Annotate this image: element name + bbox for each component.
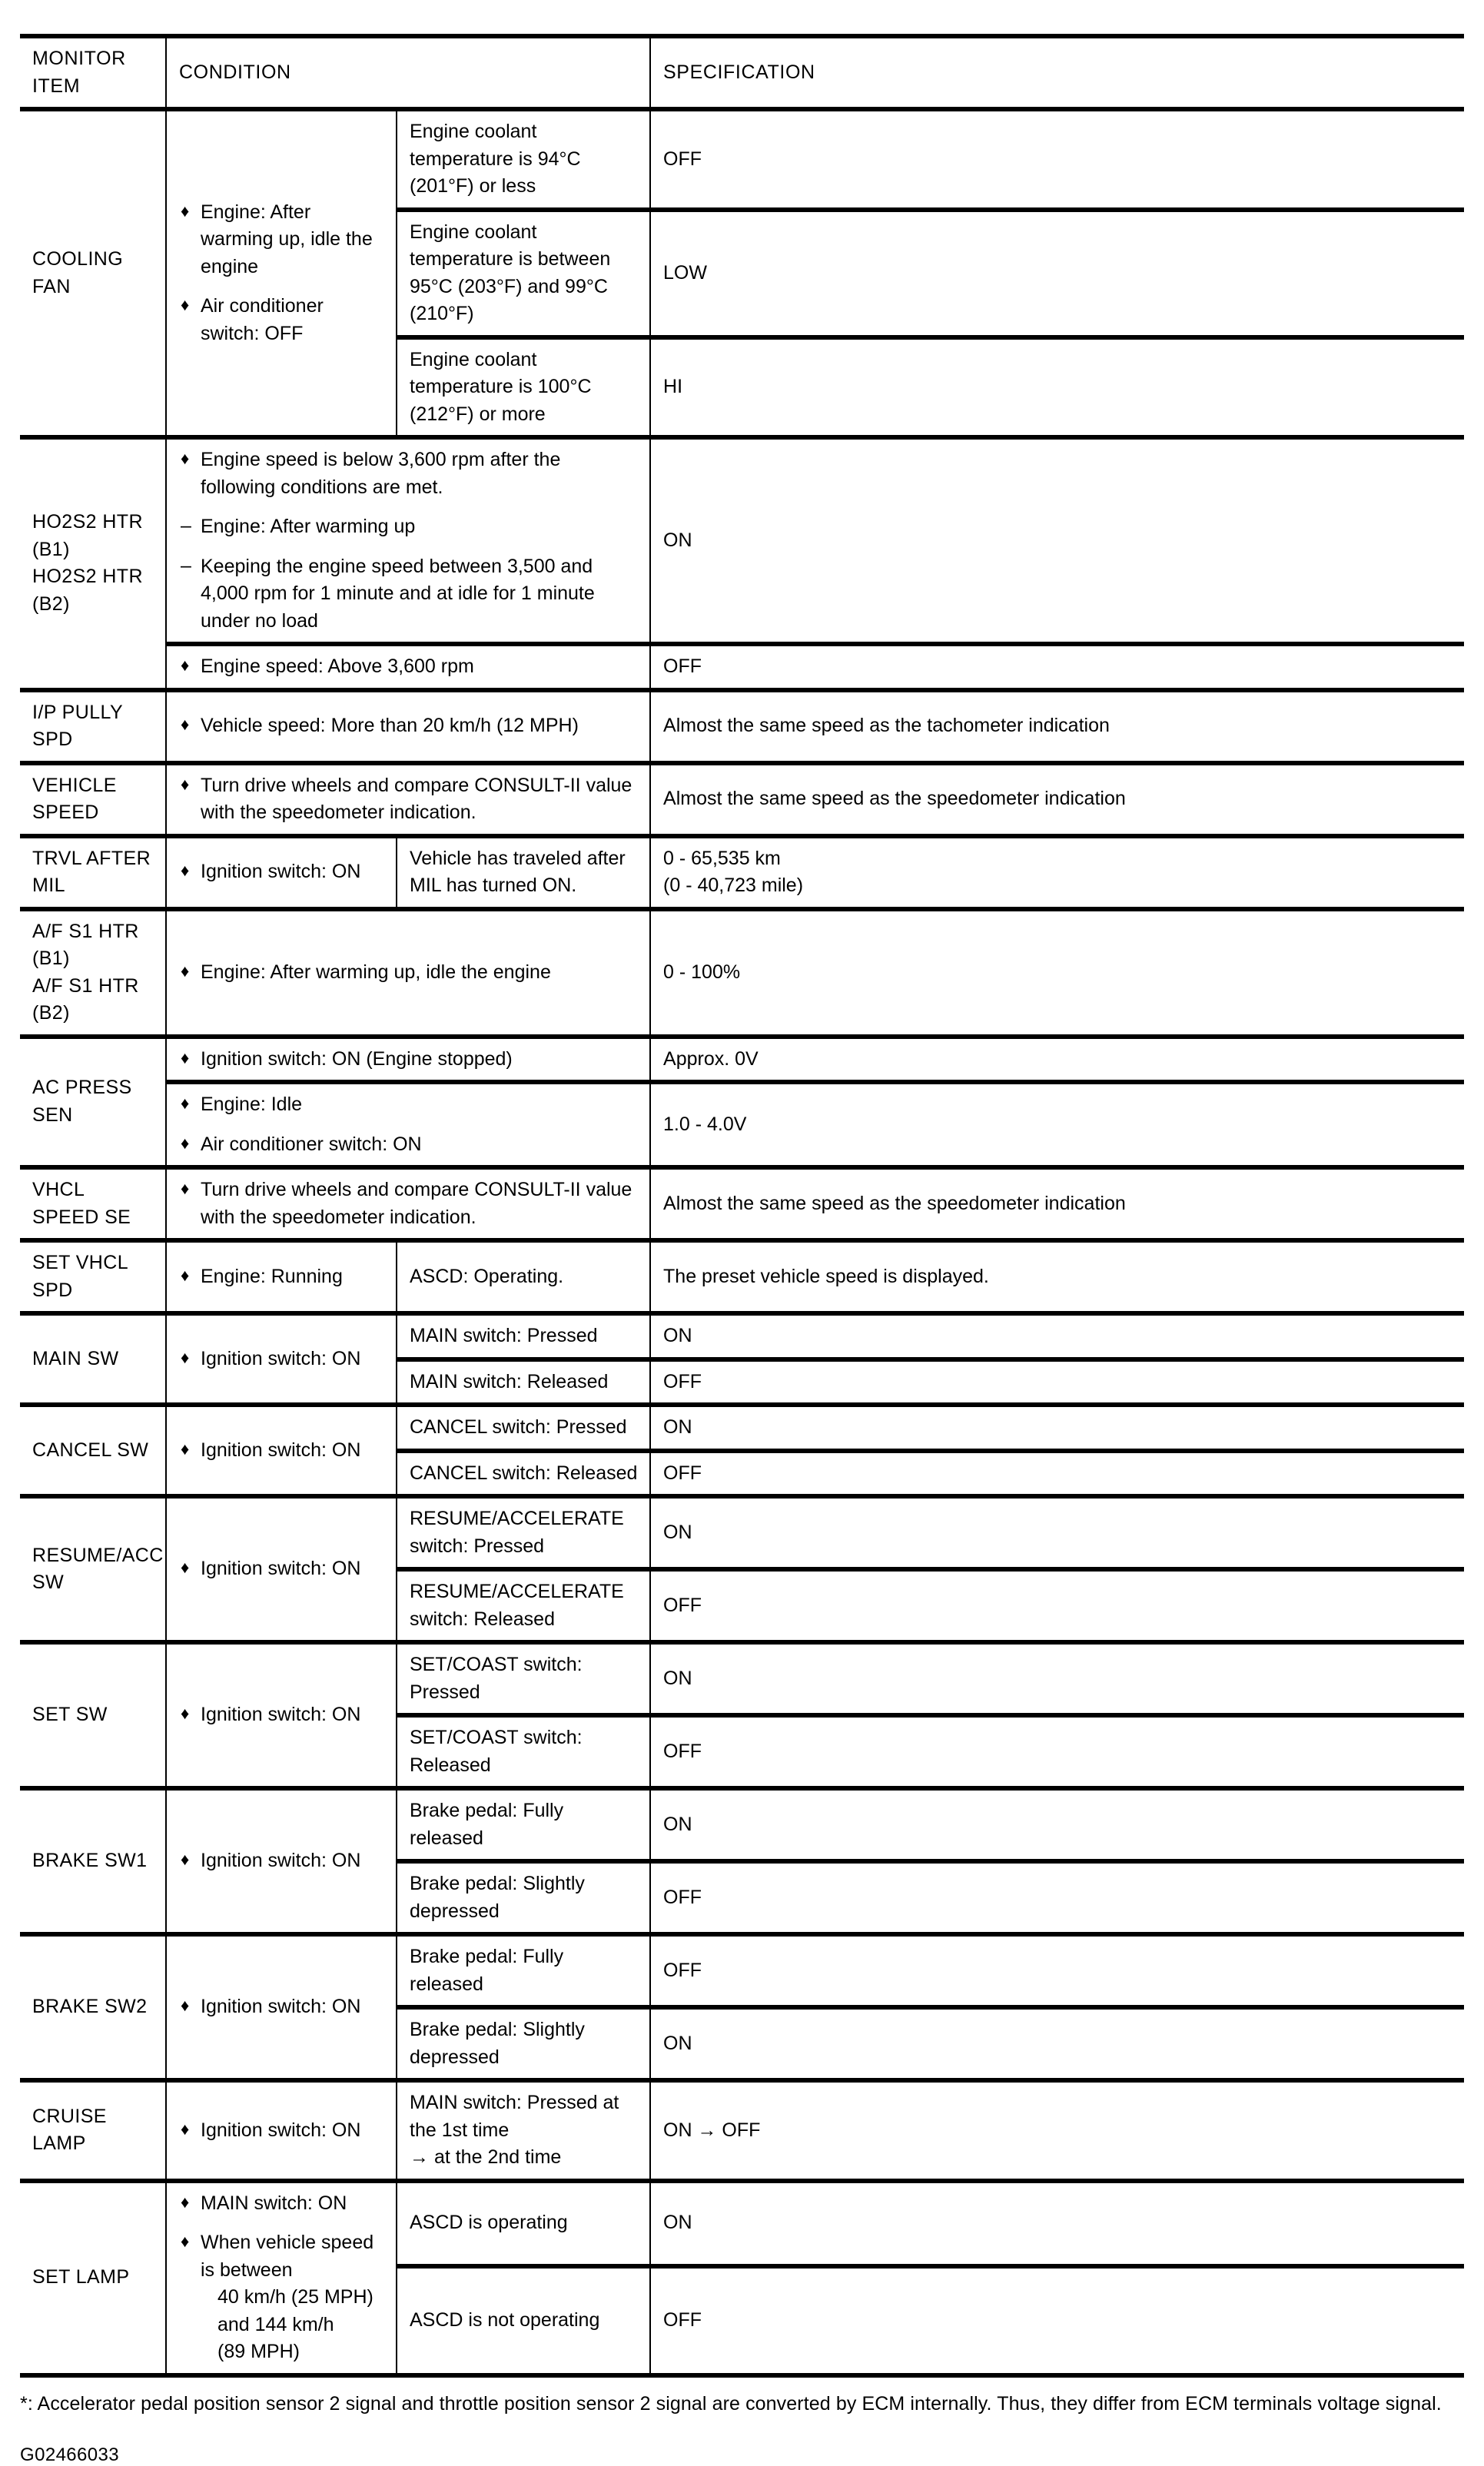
- specification-cancel-sw-pressed: ON: [650, 1405, 1464, 1451]
- bullet-list: [179, 1177, 639, 1231]
- condition-ho2s2-htr-on: [166, 437, 650, 644]
- diamond-bullet-icon: ♦: [181, 1704, 190, 1724]
- diamond-bullet-icon: ♦: [181, 1133, 190, 1153]
- table-row-ho2s2-htr-1: [20, 437, 1464, 644]
- list-item: ♦ Vehicle speed: More than 20 km/h (12 MPH): [179, 712, 639, 740]
- monitor-item-set-vhcl-spd: SET VHCL SPD: [20, 1240, 166, 1313]
- table-row-ac-press-sen-2: [20, 1082, 1464, 1167]
- condition-main-set-vhcl-spd: [166, 1240, 397, 1313]
- list-item: ♦ Engine: Idle: [179, 1091, 639, 1119]
- list-item: ♦ MAIN switch: ON: [179, 2190, 385, 2218]
- specification-cooling-fan-off: OFF: [650, 109, 1464, 210]
- specification-main-sw-released: OFF: [650, 1359, 1464, 1406]
- monitor-item-main-sw: MAIN SW: [20, 1313, 166, 1405]
- specification-cooling-fan-hi: HI: [650, 337, 1464, 438]
- table-row-vhcl-speed-se: [20, 1167, 1464, 1240]
- table-row-set-lamp-1: [20, 2181, 1464, 2266]
- table-row-ip-pully-spd: [20, 690, 1464, 763]
- figure-code: G02466033: [20, 2444, 120, 2465]
- condition-vehicle-speed: [166, 763, 650, 836]
- monitor-item-set-lamp: SET LAMP: [20, 2181, 166, 2375]
- monitor-item-brake-sw1: BRAKE SW1: [20, 1788, 166, 1934]
- specification-cooling-fan-low: LOW: [650, 210, 1464, 337]
- specification-cancel-sw-released: OFF: [650, 1451, 1464, 1497]
- specification-set-sw-released: OFF: [650, 1715, 1464, 1788]
- specification-ho2s2-htr-on: ON: [650, 437, 1464, 644]
- condition-sub-set-sw-pressed: SET/COAST switch: Pressed: [397, 1642, 650, 1715]
- dash-bullet-icon: –: [181, 515, 191, 536]
- monitor-item-cancel-sw: CANCEL SW: [20, 1405, 166, 1496]
- table-body: [20, 109, 1464, 2375]
- condition-sub-resume-acc-sw-released: RESUME/ACCELERATE switch: Released: [397, 1569, 650, 1642]
- condition-main-brake-sw2: [166, 1934, 397, 2080]
- table-row-cancel-sw-1: [20, 1405, 1464, 1451]
- diamond-bullet-icon: ♦: [181, 1047, 190, 1067]
- diamond-bullet-icon: ♦: [181, 201, 190, 221]
- list-item: ♦ Ignition switch: ON: [179, 1701, 385, 1729]
- list-item: ♦ Ignition switch: ON (Engine stopped): [179, 1046, 639, 1074]
- specification-set-sw-pressed: ON: [650, 1642, 1464, 1715]
- specification-set-lamp-not-operating: OFF: [650, 2266, 1464, 2375]
- bullet-list: [179, 1701, 385, 1729]
- condition-sub-set-lamp-not-operating: ASCD is not operating: [397, 2266, 650, 2375]
- bullet-list: [179, 1847, 385, 1875]
- table-row-set-vhcl-spd: [20, 1240, 1464, 1313]
- condition-ac-press-sen-b: [166, 1082, 650, 1167]
- condition-sub-brake-sw2-depressed: Brake pedal: Slightly depressed: [397, 2007, 650, 2080]
- list-item: ♦ Ignition switch: ON: [179, 1346, 385, 1373]
- condition-main-brake-sw1: [166, 1788, 397, 1934]
- bullet-list: [179, 446, 639, 635]
- monitor-item-vhcl-speed-se: VHCL SPEED SE: [20, 1167, 166, 1240]
- bullet-list: [179, 1091, 639, 1158]
- specification-vhcl-speed-se: Almost the same speed as the speedometer indication: [650, 1167, 1464, 1240]
- table-row-brake-sw2-1: [20, 1934, 1464, 2007]
- specification-cruise-lamp: ON → OFF: [650, 2080, 1464, 2181]
- monitor-item-ho2s2-htr: [20, 437, 166, 690]
- specification-brake-sw1-released: ON: [650, 1788, 1464, 1861]
- monitor-item-trvl-after-mil: TRVL AFTER MIL: [20, 836, 166, 909]
- diamond-bullet-icon: ♦: [181, 2119, 190, 2139]
- table-row-cruise-lamp: [20, 2080, 1464, 2181]
- condition-sub-brake-sw1-depressed: Brake pedal: Slightly depressed: [397, 1861, 650, 1934]
- bullet-list: [179, 2117, 385, 2145]
- condition-main-cancel-sw: [166, 1405, 397, 1496]
- monitor-item-cruise-lamp: CRUISE LAMP: [20, 2080, 166, 2181]
- specification-ip-pully-spd: Almost the same speed as the tachometer indication: [650, 690, 1464, 763]
- header-row: [20, 36, 1464, 109]
- list-item: ♦ Engine: After warming up, idle the engine: [179, 199, 385, 281]
- bullet-list: [179, 772, 639, 827]
- condition-sub-cooling-fan-low: Engine coolant temperature is between 95°C (203°F) and 99°C (210°F): [397, 210, 650, 337]
- list-item: [179, 2229, 385, 2366]
- list-item: ♦ Turn drive wheels and compare CONSULT-II value with the speedometer indication.: [179, 772, 639, 827]
- diamond-bullet-icon: ♦: [181, 1347, 190, 1367]
- condition-sub-set-lamp-operating: ASCD is operating: [397, 2181, 650, 2266]
- condition-main-cooling-fan: [166, 109, 397, 437]
- specification-brake-sw2-depressed: ON: [650, 2007, 1464, 2080]
- specification-brake-sw1-depressed: OFF: [650, 1861, 1464, 1934]
- monitor-item-line: HO2S2 HTR (B2): [32, 566, 143, 615]
- diamond-bullet-icon: ♦: [181, 1439, 190, 1459]
- condition-vhcl-speed-se: [166, 1167, 650, 1240]
- specification-set-lamp-operating: ON: [650, 2181, 1464, 2266]
- specification-set-vhcl-spd: The preset vehicle speed is displayed.: [650, 1240, 1464, 1313]
- specification-brake-sw2-released: OFF: [650, 1934, 1464, 2007]
- table-row-brake-sw1-1: [20, 1788, 1464, 1861]
- list-item: ♦ Engine: After warming up, idle the engine: [179, 959, 639, 987]
- list-item: ♦ Ignition switch: ON: [179, 1847, 385, 1875]
- monitor-item-brake-sw2: BRAKE SW2: [20, 1934, 166, 2080]
- specification-af-s1-htr: 0 - 100%: [650, 909, 1464, 1037]
- column-header-specification: SPECIFICATION: [650, 36, 1464, 109]
- bullet-list: [179, 1263, 385, 1291]
- bullet-list: [179, 1046, 639, 1074]
- bullet-list: [179, 959, 639, 987]
- list-item: ♦ Ignition switch: ON: [179, 858, 385, 886]
- specification-line: (0 - 40,723 mile): [663, 875, 804, 896]
- list-item: ♦ Ignition switch: ON: [179, 1555, 385, 1583]
- bullet-list: [179, 1555, 385, 1583]
- specification-line: 0 - 65,535 km: [663, 847, 781, 869]
- specification-vehicle-speed: Almost the same speed as the speedometer indication: [650, 763, 1464, 836]
- condition-sub-cooling-fan-hi: Engine coolant temperature is 100°C (212°F) or more: [397, 337, 650, 438]
- list-item: ♦ Engine: Running: [179, 1263, 385, 1291]
- diamond-bullet-icon: ♦: [181, 1094, 190, 1113]
- list-item: ♦ Turn drive wheels and compare CONSULT-II value with the speedometer indication.: [179, 1177, 639, 1231]
- table-row-ho2s2-htr-2: [20, 644, 1464, 690]
- diamond-bullet-icon: ♦: [181, 1850, 190, 1870]
- diamond-bullet-icon: ♦: [181, 449, 190, 468]
- condition-line: → at the 2nd time: [410, 2146, 562, 2168]
- table-row-af-s1-htr: [20, 909, 1464, 1037]
- list-item: ♦ Ignition switch: ON: [179, 1437, 385, 1465]
- diamond-bullet-icon: ♦: [181, 861, 190, 881]
- specification-main-sw-pressed: ON: [650, 1313, 1464, 1359]
- monitor-item-line: A/F S1 HTR (B1): [32, 920, 139, 969]
- condition-sub-trvl-after-mil: Vehicle has traveled after MIL has turned ON.: [397, 836, 650, 909]
- table-row-cooling-fan-1: [20, 109, 1464, 210]
- condition-sub-brake-sw1-released: Brake pedal: Fully released: [397, 1788, 650, 1861]
- condition-sub-main-sw-pressed: MAIN switch: Pressed: [397, 1313, 650, 1359]
- condition-ip-pully-spd: [166, 690, 650, 763]
- list-item: ♦ Engine speed is below 3,600 rpm after the following conditions are met.: [179, 446, 639, 501]
- bullet-list: [179, 712, 639, 740]
- monitor-item-ip-pully-spd: I/P PULLY SPD: [20, 690, 166, 763]
- condition-sub-set-vhcl-spd: ASCD: Operating.: [397, 1240, 650, 1313]
- list-item: ♦ Air conditioner switch: OFF: [179, 293, 385, 347]
- condition-sub-main-sw-released: MAIN switch: Released: [397, 1359, 650, 1406]
- diamond-bullet-icon: ♦: [181, 1996, 190, 2016]
- bullet-list: [179, 858, 385, 886]
- table-row-resume-acc-sw-1: [20, 1496, 1464, 1569]
- condition-sub-set-sw-released: SET/COAST switch: Released: [397, 1715, 650, 1788]
- diamond-bullet-icon: ♦: [181, 2232, 190, 2251]
- diamond-bullet-icon: ♦: [181, 1265, 190, 1285]
- monitor-item-resume-acc-sw: RESUME/ACC SW: [20, 1496, 166, 1642]
- table-row-ac-press-sen-1: [20, 1037, 1464, 1083]
- diamond-bullet-icon: ♦: [181, 961, 190, 981]
- bullet-list: [179, 1993, 385, 2021]
- bullet-list: [179, 2190, 385, 2366]
- footnote-text: *: Accelerator pedal position sensor 2 signal and throttle position sensor 2 signal are converted by ECM internally. Thus, they differ from ECM terminals voltage signal.: [20, 2392, 1442, 2415]
- monitor-item-line: A/F S1 HTR (B2): [32, 974, 139, 1024]
- table-row-vehicle-speed: [20, 763, 1464, 836]
- condition-sub-cooling-fan-off: Engine coolant temperature is 94°C (201°F) or less: [397, 109, 650, 210]
- specification-resume-acc-sw-pressed: ON: [650, 1496, 1464, 1569]
- specification-resume-acc-sw-released: OFF: [650, 1569, 1464, 1642]
- diamond-bullet-icon: ♦: [181, 2192, 190, 2212]
- list-item: – Engine: After warming up: [179, 513, 639, 541]
- condition-sub-resume-acc-sw-pressed: RESUME/ACCELERATE switch: Pressed: [397, 1496, 650, 1569]
- diamond-bullet-icon: ♦: [181, 1179, 190, 1198]
- table-row-set-sw-1: [20, 1642, 1464, 1715]
- condition-main-resume-acc-sw: [166, 1496, 397, 1642]
- condition-ho2s2-htr-off: [166, 644, 650, 690]
- diamond-bullet-icon: ♦: [181, 774, 190, 794]
- condition-line: (89 MPH): [217, 2341, 300, 2362]
- bullet-list: [179, 199, 385, 348]
- table-row-main-sw-1: [20, 1313, 1464, 1359]
- table-row-trvl-after-mil: [20, 836, 1464, 909]
- monitor-item-ac-press-sen: AC PRESS SEN: [20, 1037, 166, 1168]
- condition-line: 40 km/h (25 MPH) and 144 km/h: [217, 2286, 373, 2335]
- diamond-bullet-icon: ♦: [181, 655, 190, 675]
- condition-main-trvl-after-mil: [166, 836, 397, 909]
- table-header: [20, 36, 1464, 109]
- list-item: – Keeping the engine speed between 3,500 and 4,000 rpm for 1 minute and at idle for 1 minute under no load: [179, 553, 639, 636]
- monitor-item-cooling-fan: COOLING FAN: [20, 109, 166, 437]
- condition-sub-cruise-lamp: [397, 2080, 650, 2181]
- condition-sub-cancel-sw-released: CANCEL switch: Released: [397, 1451, 650, 1497]
- condition-main-set-lamp: [166, 2181, 397, 2375]
- column-header-condition: CONDITION: [166, 36, 650, 109]
- condition-main-cruise-lamp: [166, 2080, 397, 2181]
- condition-ac-press-sen-a: [166, 1037, 650, 1083]
- list-item: ♦ Engine speed: Above 3,600 rpm: [179, 653, 639, 681]
- specification-ho2s2-htr-off: OFF: [650, 644, 1464, 690]
- monitor-item-vehicle-speed: VEHICLE SPEED: [20, 763, 166, 836]
- list-item: ♦ Ignition switch: ON: [179, 1993, 385, 2021]
- specification-trvl-after-mil: [650, 836, 1464, 909]
- condition-sub-cancel-sw-pressed: CANCEL switch: Pressed: [397, 1405, 650, 1451]
- condition-line: When vehicle speed is between: [201, 2232, 374, 2281]
- monitor-item-specification-table: [20, 34, 1464, 2378]
- condition-af-s1-htr: [166, 909, 650, 1037]
- monitor-item-line: HO2S2 HTR (B1): [32, 511, 143, 560]
- column-header-monitor-item: MONITOR ITEM: [20, 36, 166, 109]
- condition-sub-brake-sw2-released: Brake pedal: Fully released: [397, 1934, 650, 2007]
- list-item: ♦ Air conditioner switch: ON: [179, 1131, 639, 1159]
- condition-main-set-sw: [166, 1642, 397, 1788]
- condition-main-main-sw: [166, 1313, 397, 1405]
- monitor-item-af-s1-htr: [20, 909, 166, 1037]
- condition-line: MAIN switch: Pressed at the 1st time: [410, 2092, 619, 2141]
- diamond-bullet-icon: ♦: [181, 295, 190, 315]
- list-item: ♦ Ignition switch: ON: [179, 2117, 385, 2145]
- monitor-item-set-sw: SET SW: [20, 1642, 166, 1788]
- specification-ac-press-sen-a: Approx. 0V: [650, 1037, 1464, 1083]
- diamond-bullet-icon: ♦: [181, 715, 190, 735]
- bullet-list: [179, 653, 639, 681]
- bullet-list: [179, 1346, 385, 1373]
- specification-ac-press-sen-b: 1.0 - 4.0V: [650, 1082, 1464, 1167]
- diamond-bullet-icon: ♦: [181, 1558, 190, 1578]
- dash-bullet-icon: –: [181, 554, 191, 576]
- bullet-list: [179, 1437, 385, 1465]
